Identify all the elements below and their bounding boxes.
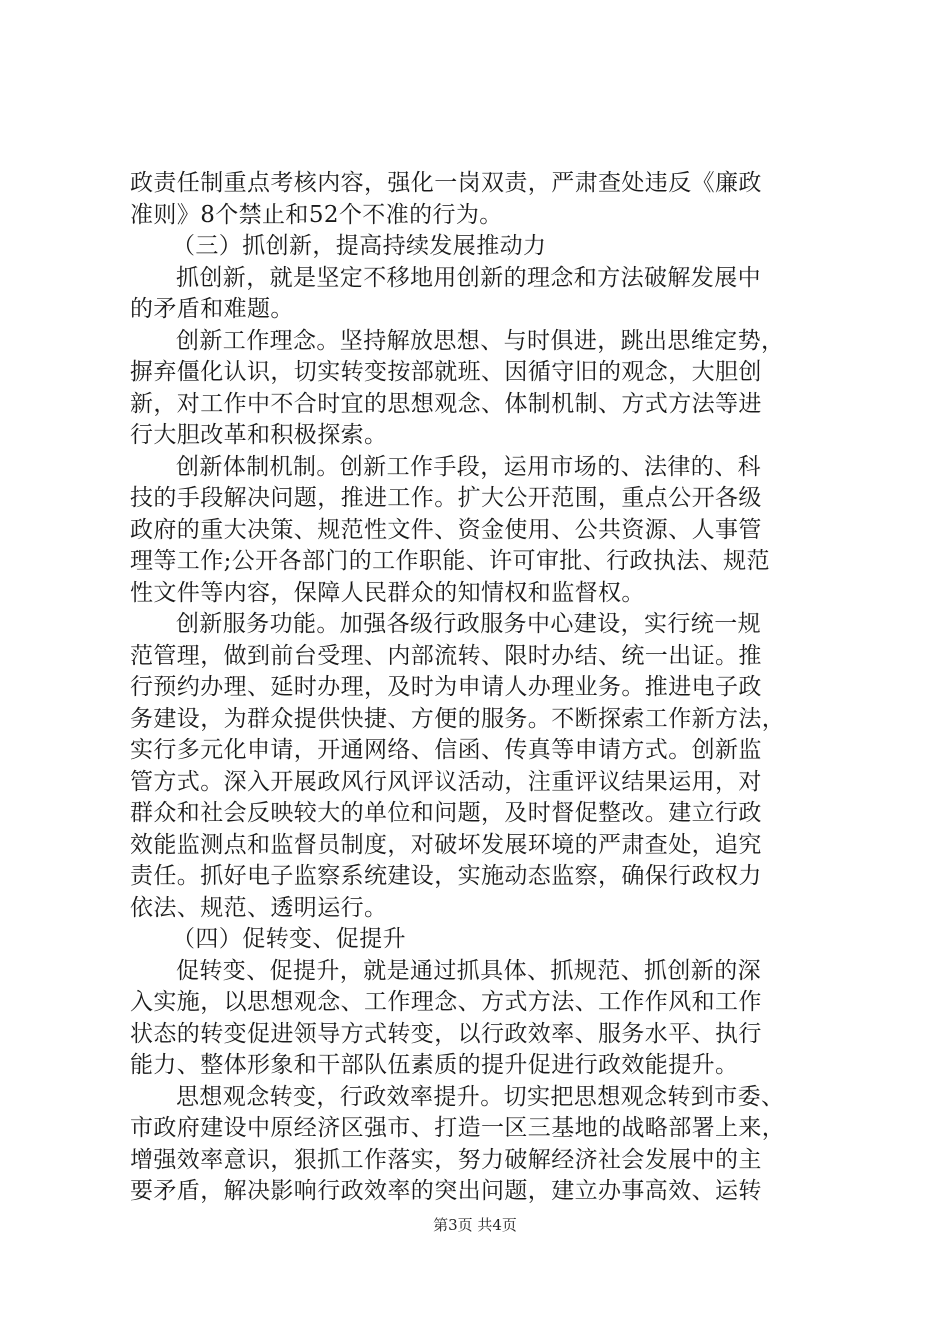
text-line: 政责任制重点考核内容，强化一岗双责，严肃查处违反《廉政 xyxy=(130,170,762,196)
text-line: 市政府建设中原经济区强市、打造一区三基地的战略部署上来， xyxy=(130,1115,786,1141)
text-line: 的矛盾和难题。 xyxy=(130,296,294,322)
text-line: 务建设，为群众提供快捷、方便的服务。不断探索工作新方法， xyxy=(130,705,786,732)
page-number: 第3页 共4页 xyxy=(433,1216,517,1234)
text-line: 责任。抓好电子监察系统建设，实施动态监察，确保行政权力 xyxy=(130,863,762,889)
text-line: 理等工作;公开各部门的工作职能、许可审批、行政执法、规范 xyxy=(130,548,770,574)
paragraph-first-line: 思想观念转变，行政效率提升。切实把思想观念转到市委、 xyxy=(176,1083,785,1110)
text-line: 要矛盾，解决影响行政效率的突出问题，建立办事高效、运转 xyxy=(130,1178,762,1204)
text-line: 技的手段解决问题，推进工作。扩大公开范围，重点公开各级 xyxy=(130,485,762,511)
text-line: 依法、规范、透明运行。 xyxy=(130,894,388,921)
text-line: 政府的重大决策、规范性文件、资金使用、公共资源、人事管 xyxy=(130,516,762,543)
text-line: 群众和社会反映较大的单位和问题，及时督促整改。建立行政 xyxy=(130,800,762,826)
text-line: 性文件等内容，保障人民群众的知情权和监督权。 xyxy=(130,579,645,606)
text-line: 新，对工作中不合时宜的思想观念、体制机制、方式方法等进 xyxy=(130,390,762,417)
text-line: 摒弃僵化认识，切实转变按部就班、因循守旧的观念，大胆创 xyxy=(130,359,762,385)
paragraph-first-line: 抓创新，就是坚定不移地用创新的理念和方法破解发展中 xyxy=(176,264,761,291)
text-line: 效能监测点和监督员制度，对破坏发展环境的严肃查处，追究 xyxy=(130,831,762,858)
paragraph-first-line: 促转变、促提升，就是通过抓具体、抓规范、抓创新的深 xyxy=(176,957,761,984)
text-line: 入实施，以思想观念、工作理念、方式方法、工作作风和工作 xyxy=(130,989,762,1015)
text-line: 行大胆改革和积极探索。 xyxy=(130,422,388,448)
text-line: 行预约办理、延时办理，及时为申请人办理业务。推进电子政 xyxy=(130,674,762,700)
section-heading: （三）抓创新，提高持续发展推动力 xyxy=(172,233,547,259)
text-line: 管方式。深入开展政风行风评议活动，注重评议结果运用，对 xyxy=(130,768,762,795)
text-line: 实行多元化申请，开通网络、信函、传真等申请方式。创新监 xyxy=(130,737,762,763)
text-line: 范管理，做到前台受理、内部流转、限时办结、统一出证。推 xyxy=(130,642,762,669)
section-heading: （四）促转变、促提升 xyxy=(172,926,406,952)
text-line: 状态的转变促进领导方式转变，以行政效率、服务水平、执行 xyxy=(130,1020,762,1047)
paragraph-first-line: 创新体制机制。创新工作手段，运用市场的、法律的、科 xyxy=(176,453,761,480)
text-line: 能力、整体形象和干部队伍素质的提升促进行政效能提升。 xyxy=(130,1052,739,1078)
body-text xyxy=(130,168,832,1208)
text-line: 增强效率意识，狠抓工作落实，努力破解经济社会发展中的主 xyxy=(130,1146,762,1173)
text-line: 准则》8个禁止和52个不准的行为。 xyxy=(130,201,503,228)
paragraph-first-line: 创新工作理念。坚持解放思想、与时俱进，跳出思维定势， xyxy=(176,327,785,354)
paragraph-first-line: 创新服务功能。加强各级行政服务中心建设，实行统一规 xyxy=(176,611,761,637)
